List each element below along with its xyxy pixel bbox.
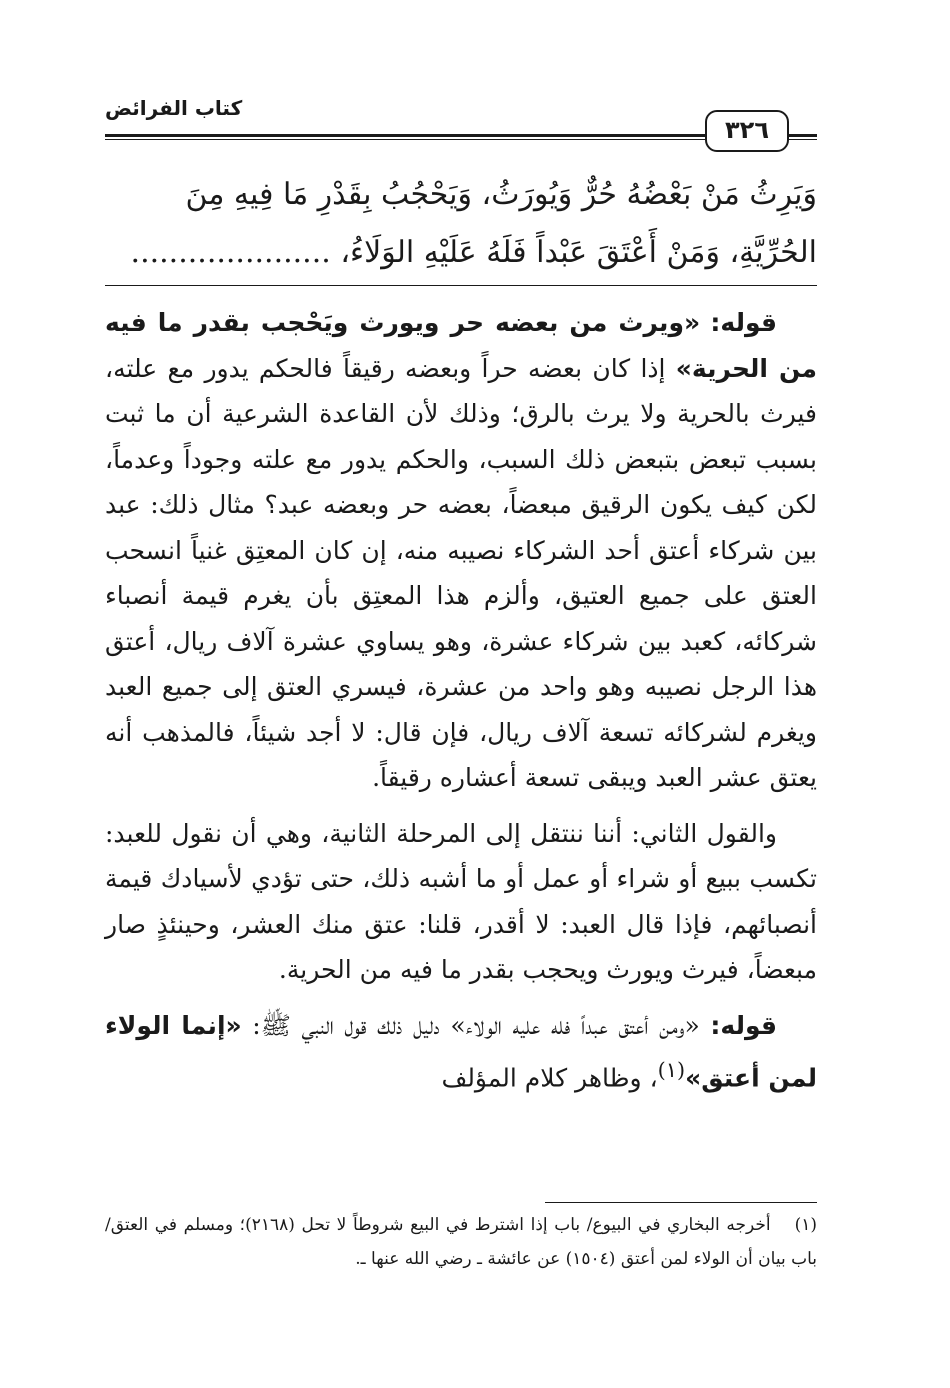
paragraph-text: دليل ذلك قول النبي ﷺ:	[241, 1010, 451, 1040]
footnote	[105, 1208, 817, 1276]
matn-line: وَيَرِثُ مَنْ بَعْضُهُ حُرٌّ وَيُورَثُ، وَيَحْجُبُ بِقَدْرِ مَا فِيهِ مِنَ	[185, 177, 817, 212]
page-header	[105, 96, 817, 154]
qawluh-label: قوله:	[710, 1010, 778, 1040]
footnote-text: أخرجه البخاري في البيوع/ باب إذا اشترط في البيع شروطاً لا تحل (٢١٦٨)؛ ومسلم في العتق/ باب بيان أن الولاء لمن أعتق (١٥٠٤) عن عائشة ـ رضي الله عنها ـ.	[105, 1215, 817, 1269]
book-title: كتاب الفرائض	[105, 96, 243, 120]
quoted-matn: «ويرث من بعضه حر ويورث ويَحْجب بقدر ما فيه من الحرية»	[105, 308, 818, 383]
paragraph-text: ، وظاهر كلام المؤلف	[441, 1063, 658, 1093]
commentary	[105, 300, 817, 1101]
matn-text	[105, 166, 817, 282]
quoted-matn: «ومن أعتق عبداً فله عليه الولاء»	[450, 1010, 700, 1040]
paragraph	[105, 1003, 817, 1101]
footnote-divider	[545, 1202, 817, 1203]
matn-line: الحُرِّيَّةِ، وَمَنْ أَعْتَقَ عَبْداً فَلَهُ عَلَيْهِ الوَلَاءُ، .....................	[130, 235, 817, 270]
footnote-ref[interactable]: (١)	[657, 1058, 686, 1082]
page-number: ٣٢٦	[705, 110, 789, 152]
paragraph	[105, 300, 817, 801]
hadith-quote: «إنما الولاء لمن أعتق»	[105, 1010, 817, 1093]
qawluh-label: قوله:	[710, 308, 778, 337]
footnote-number: (١)	[794, 1215, 818, 1235]
paragraph-text: إذا كان بعضه حراً وبعضه رقيقاً فالحكم يدور مع علته، فيرث بالحرية ولا يرث بالرق؛ وذلك لأن القاعدة الشرعية أن ما ثبت بسبب تبعض بتبعض ذلك السبب، والحكم يدور مع علته وجوداً وعدماً، لكن كيف يكون الرقيق مبعضاً، بعضه حر وبعضه عبد؟ مثال ذلك: عبد بين شركاء أعتق أحد الشركاء نصيبه منه، إن كان المعتِق غنياً انسحب العتق على جميع العتيق، وألزم هذا المعتِق بأن يغرم قيمة أنصباء شركائه، كعبد بين شركاء عشرة، وهو يساوي عشرة آلاف ريال، أعتق هذا الرجل نصيبه وهو واحد من عشرة، فيسري العتق إلى جميع العبد ويغرم لشركائه تسعة آلاف ريال، فإن قال: لا أجد شيئاً، فالمذهب أنه يعتق عشر العبد ويبقى تسعة أعشاره رقيقاً.	[105, 353, 818, 792]
matn-divider	[105, 285, 817, 286]
paragraph-text: والقول الثاني: أننا ننتقل إلى المرحلة الثانية، وهي أن نقول للعبد: تكسب ببيع أو شراء أو عمل أو ما أشبه ذلك، حتى تؤدي لأسيادك قيمة أنصبائهم، فإذا قال العبد: لا أقدر، قلنا: عتق منك العشر، وحينئذٍ صار مبعضاً، فيرث ويورث ويحجب بقدر ما فيه من الحرية.	[105, 818, 817, 984]
paragraph	[105, 811, 817, 993]
